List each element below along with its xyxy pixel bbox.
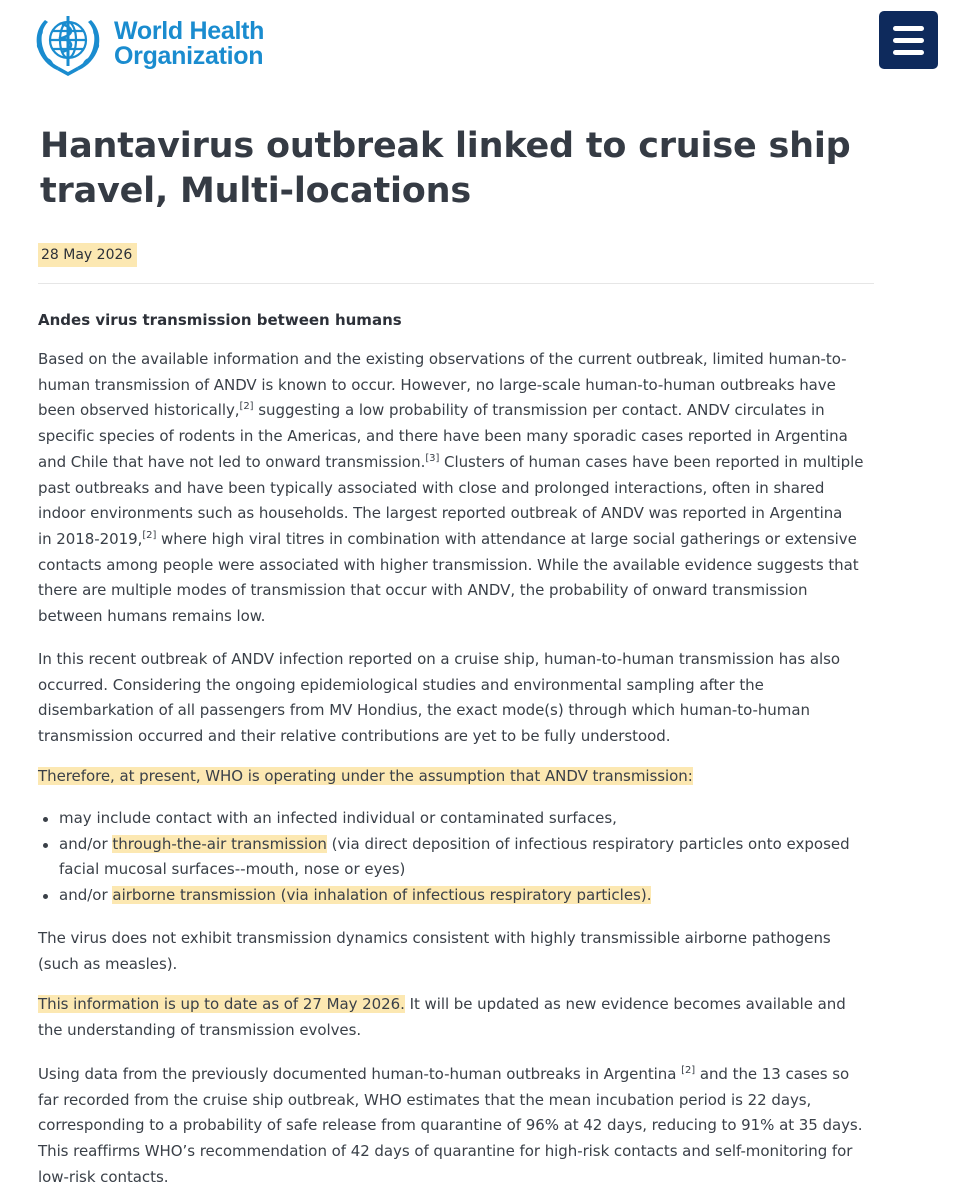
paragraph-3 [38,764,910,790]
paragraph-1: Based on the available information and the existing observations of the current outbreak, limited human-to- human transmission of ANDV is known to occur. However, no large-scale human-to-human outbreaks have been observed historically,[2] suggesting a low probability of transmission per contact. ANDV circulates in specific species of rodents in the Americas, and there have been many sporadic cases reported in Argentina and Chile that have not led to onward transmission.[3] Clusters of human cases have been reported in multiple past outbreaks and have been typically associated with close and prolonged interactions, often in shared indoor environments such as households. The largest reported outbreak of ANDV was reported in Argentina in 2018-2019,[2] where high viral titres in combination with attendance at large social gatherings or extensive contacts among people were associated with higher transmission. While the available evidence suggests that there are multiple modes of transmission that occur with ANDV, the probability of onward transmission between humans remains low. [38,350,864,626]
who-logo[interactable] [28,10,264,78]
list-item: and/or airborne transmission (via inhalation of infectious respiratory particles). [38,883,910,909]
who-emblem-icon [28,10,108,78]
highlighted-text: This information is up to date as of 27 May 2026. [38,995,405,1013]
highlighted-text: Therefore, at present, WHO is operating under the assumption that ANDV transmission: [38,767,693,785]
paragraph-2: In this recent outbreak of ANDV infection reported on a cruise ship, human-to-human transmission has also occurred. Considering the ongoing epidemiological studies and environmental sampling after the disembarkation of all passengers from MV Hondius, the exact mode(s) through which human-to-human transmission occurred and their relative contributions are yet to be fully understood. [38,650,841,746]
reference-link[interactable]: [2] [142,529,157,541]
reference-link[interactable]: [3] [425,452,440,464]
reference-link[interactable]: [2] [239,401,254,413]
paragraph-6: Using data from the previously documented human-to-human outbreaks in Argentina [2] and the 13 cases so far recorded from the cruise ship outbreak, WHO estimates that the mean incubation period is 22 days, corresponding to a probability of safe release from quarantine of 96% at 42 days, reducing to 91% at 35 days. This reaffirms WHO’s recommendation of 42 days of quarantine for high-risk contacts and self-monitoring for low-risk contacts. [38,1065,863,1186]
reference-link[interactable]: [2] [681,1065,696,1076]
logo-line-2: Organization [114,42,264,70]
list-item: and/or through-the-air transmission (via direct deposition of infectious respiratory particles onto exposed facial mucosal surfaces--mouth, nose or eyes) [38,832,910,883]
logo-line-1: World Health [114,17,265,45]
paragraph-5: This information is up to date as of 27 May 2026. It will be updated as new evidence becomes available and the understanding of transmission evolves. [38,995,846,1039]
section-title: Andes virus transmission between humans [38,311,402,329]
divider [38,283,874,284]
list-item: may include contact with an infected individual or contaminated surfaces, [38,806,910,832]
who-logo-text [114,19,264,69]
highlighted-text: through-the-air transmission [112,834,327,853]
paragraph-4: The virus does not exhibit transmission dynamics consistent with highly transmissible airborne pathogens (such as measles). [38,929,831,973]
transmission-list [38,806,910,909]
page-title: Hantavirus outbreak linked to cruise ship travel, Multi-locations [40,126,851,211]
site-header [0,0,955,88]
menu-button[interactable] [879,11,938,69]
highlighted-text: airborne transmission (via inhalation of infectious respiratory particles). [112,886,652,905]
publish-date: 28 May 2026 [38,243,137,267]
